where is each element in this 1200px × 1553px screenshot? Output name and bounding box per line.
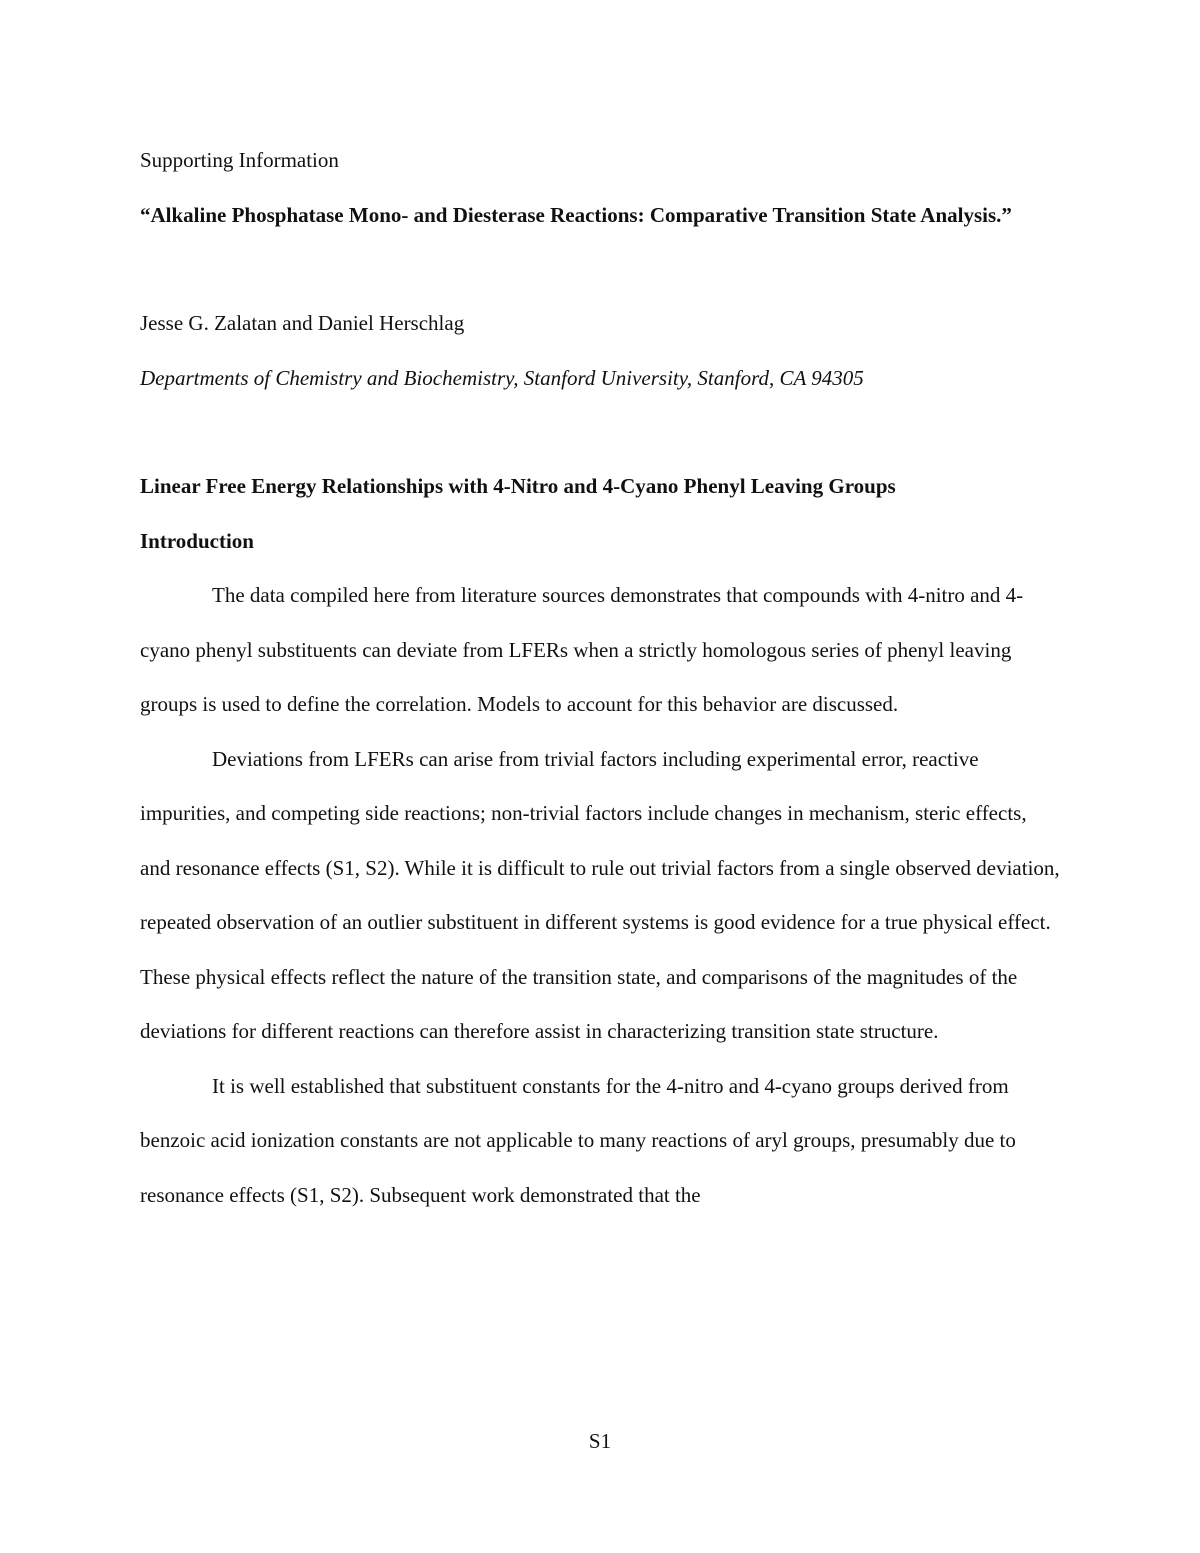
- spacer: [140, 242, 1060, 296]
- spacer: [140, 405, 1060, 459]
- page-number: S1: [588, 1429, 612, 1453]
- authors: Jesse G. Zalatan and Daniel Herschlag: [140, 311, 465, 335]
- supporting-information-label: Supporting Information: [140, 148, 339, 172]
- paragraph-3: It is well established that substituent constants for the 4-nitro and 4-cyano groups derived from benzoic acid ionization constants are not applicable to many reactions of aryl groups, presumably due to resonance effects (S1, S2). Subsequent work demonstrated that the: [140, 1073, 1016, 1207]
- section-heading: Linear Free Energy Relationships with 4-Nitro and 4-Cyano Phenyl Leaving Groups: [140, 474, 896, 498]
- paragraph-2: Deviations from LFERs can arise from trivial factors including experimental error, reactive impurities, and competing side reactions; non-trivial factors include changes in mechanism, steric effects, and resonance effects (S1, S2). While it is difficult to rule out trivial factors from a single observed deviation, repeated observation of an outlier substituent in different systems is good evidence for a true physical effect. These physical effects reflect the nature of the transition state, and comparisons of the magnitudes of the deviations for different reactions can therefore assist in characterizing transition state structure.: [140, 746, 1060, 1043]
- subsection-heading: Introduction: [140, 528, 254, 553]
- page-content: [140, 133, 1060, 1222]
- paper-title: “Alkaline Phosphatase Mono- and Diesterase Reactions: Comparative Transition State Analysis.”: [140, 202, 1012, 227]
- affiliation: Departments of Chemistry and Biochemistry, Stanford University, Stanford, CA 94305: [140, 365, 864, 390]
- paragraph-1: The data compiled here from literature sources demonstrates that compounds with 4-nitro and 4-cyano phenyl substituents can deviate from LFERs when a strictly homologous series of phenyl leaving groups is used to define the correlation. Models to account for this behavior are discussed.: [140, 583, 1024, 716]
